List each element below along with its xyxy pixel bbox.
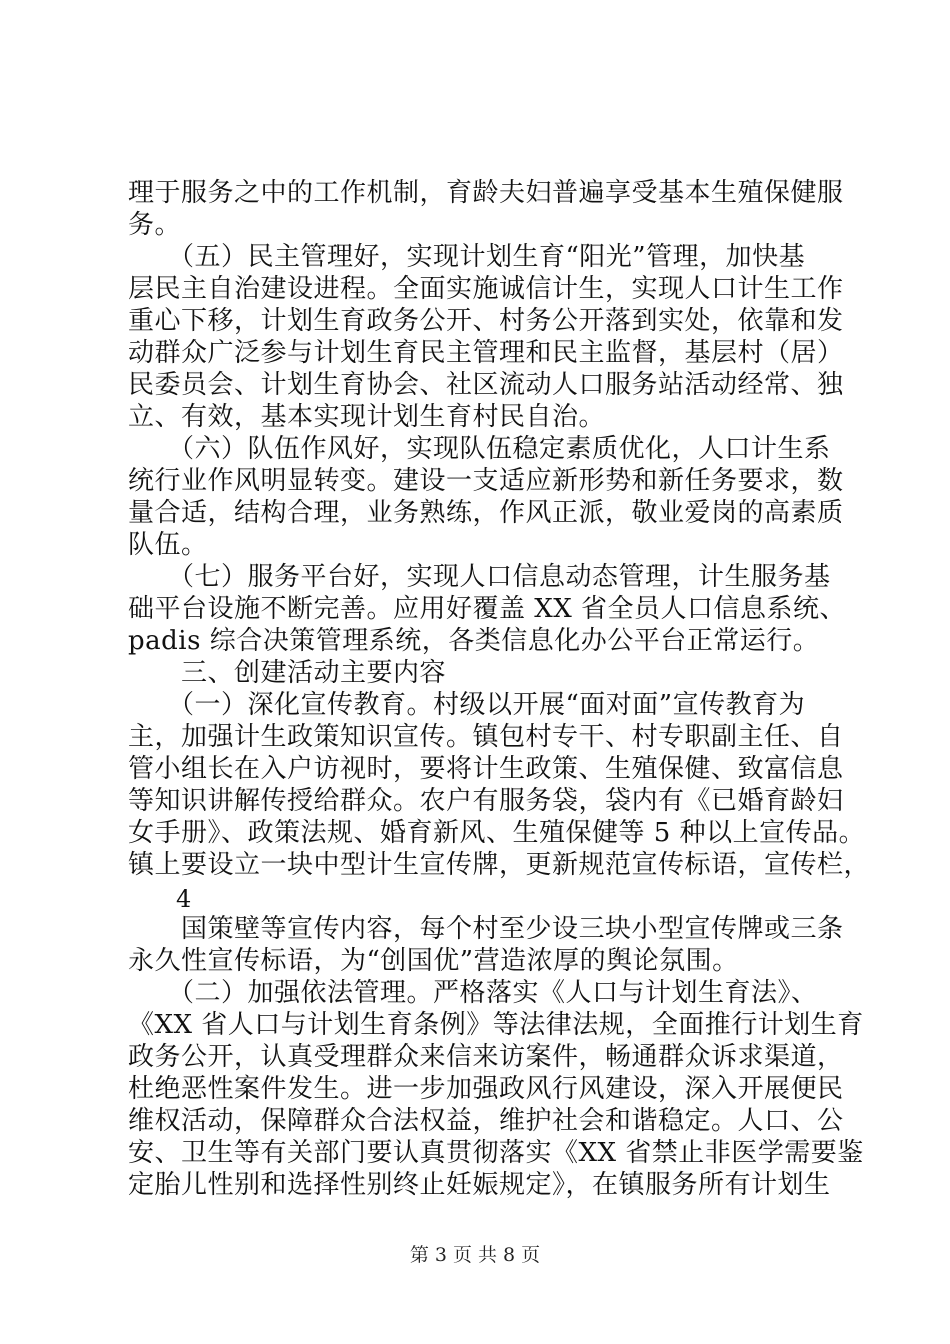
paragraph-line: 女手册》、政策法规、婚育新风、生殖保健等 5 种以上宣传品。	[128, 818, 866, 848]
paragraph-line: 永久性宣传标语，为“创国优”营造浓厚的舆论氛围。	[128, 946, 739, 976]
paragraph-line: （一）深化宣传教育。村级以开展“面对面”宣传教育为	[128, 690, 806, 720]
paragraph-line: padis 综合决策管理系统，各类信息化办公平台正常运行。	[128, 626, 820, 656]
paragraph-line: （五）民主管理好，实现计划生育“阳光”管理，加快基	[128, 242, 806, 272]
paragraph-line: （二）加强依法管理。严格落实《人口与计划生育法》、	[128, 978, 818, 1008]
page-footer: 第 3 页 共 8 页	[409, 1244, 541, 1266]
paragraph-line: 国策壁等宣传内容，每个村至少设三块小型宣传牌或三条	[128, 914, 844, 944]
paragraph-line: 《XX 省人口与计划生育条例》等法律法规，全面推行计划生育	[128, 1010, 864, 1040]
page-marker: 4	[176, 885, 192, 913]
paragraph-line: 动群众广泛参与计划生育民主管理和民主监督，基层村（居）	[128, 338, 844, 368]
section-heading: 三、创建活动主要内容	[128, 658, 447, 688]
paragraph-line: 维权活动，保障群众合法权益，维护社会和谐稳定。人口、公	[128, 1106, 844, 1136]
paragraph-line: （七）服务平台好，实现人口信息动态管理，计生服务基	[128, 562, 831, 592]
paragraph-line: 队伍。	[128, 530, 208, 560]
paragraph-line: （六）队伍作风好，实现队伍稳定素质优化，人口计生系	[128, 434, 831, 464]
paragraph-line: 统行业作风明显转变。建设一支适应新形势和新任务要求，数	[128, 466, 844, 496]
paragraph-line: 管小组长在入户访视时，要将计生政策、生殖保健、致富信息	[128, 754, 844, 784]
paragraph-line: 量合适，结构合理，业务熟练，作风正派，敬业爱岗的高素质	[128, 498, 844, 528]
paragraph-line: 镇上要设立一块中型计生宣传牌，更新规范宣传标语，宣传栏，	[128, 850, 871, 880]
paragraph-line: 层民主自治建设进程。全面实施诚信计生，实现人口计生工作	[128, 274, 844, 304]
paragraph-line: 理于服务之中的工作机制，育龄夫妇普遍享受基本生殖保健服	[128, 178, 844, 208]
paragraph-line: 立、有效，基本实现计划生育村民自治。	[128, 402, 606, 432]
paragraph-line: 安、卫生等有关部门要认真贯彻落实《XX 省禁止非医学需要鉴	[128, 1138, 864, 1168]
paragraph-line: 民委员会、计划生育协会、社区流动人口服务站活动经常、独	[128, 370, 844, 400]
paragraph-line: 杜绝恶性案件发生。进一步加强政风行风建设，深入开展便民	[128, 1074, 844, 1104]
paragraph-line: 主，加强计生政策知识宣传。镇包村专干、村专职副主任、自	[128, 722, 844, 752]
paragraph-line: 础平台设施不断完善。应用好覆盖 XX 省全员人口信息系统、	[128, 594, 847, 624]
paragraph-line: 政务公开，认真受理群众来信来访案件，畅通群众诉求渠道，	[128, 1042, 844, 1072]
paragraph-line: 定胎儿性别和选择性别终止妊娠规定》，在镇服务所有计划生	[128, 1170, 831, 1200]
paragraph-line: 务。	[128, 210, 182, 240]
paragraph-line: 等知识讲解传授给群众。农户有服务袋，袋内有《已婚育龄妇	[128, 786, 844, 816]
paragraph-line: 重心下移，计划生育政务公开、村务公开落到实处，依靠和发	[128, 306, 844, 336]
